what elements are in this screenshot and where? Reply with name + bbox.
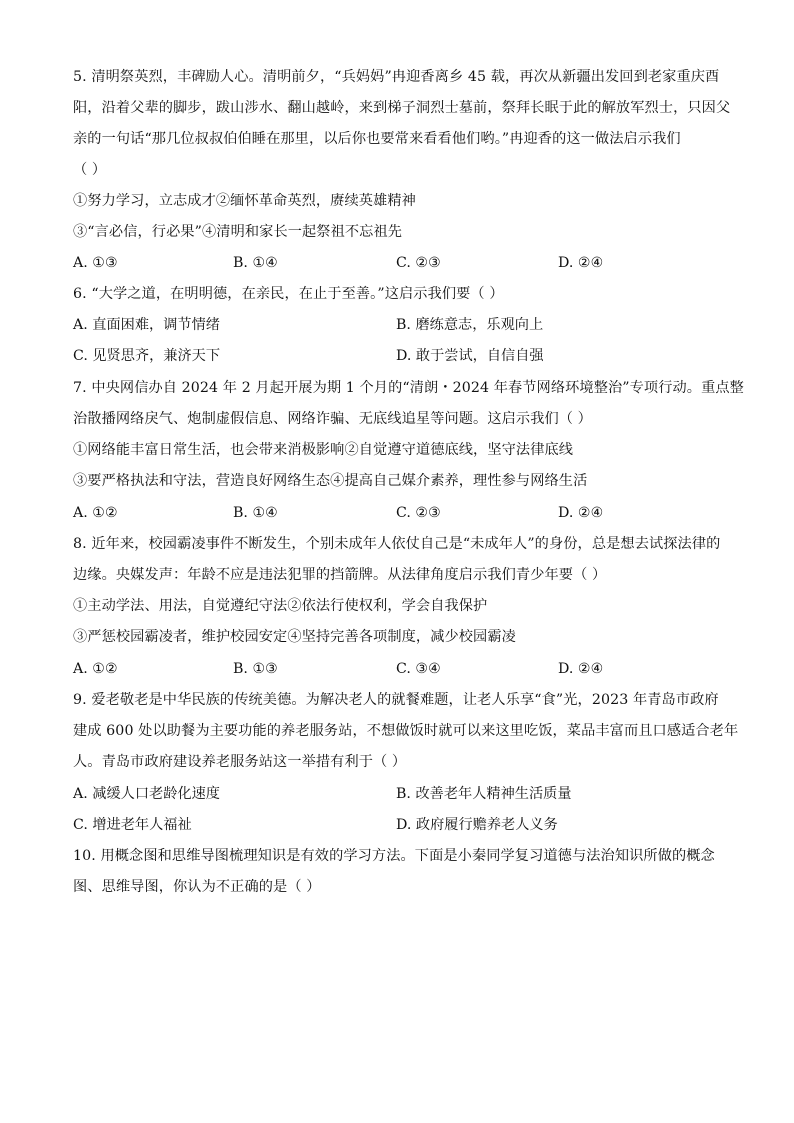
q5-statement-line-1: ①努力学习，立志成才②缅怀革命英烈，赓续英雄精神 (73, 193, 416, 209)
q6-option-a: A. 直面困难，调节情绪 (73, 317, 220, 333)
q7-statement-line-1: ①网络能丰富日常生活，也会带来消极影响②自觉遵守道德底线，坚守法律底线 (73, 442, 574, 458)
q5-answer-blank: （ ） (73, 162, 107, 178)
q5-stem-line-2: 阳，沿着父辈的脚步，跋山涉水、翻山越岭，来到梯子洞烈士墓前，祭拜长眠于此的解放军烈士，只因父 (73, 100, 731, 116)
q6-option-d: D. 敢于尝试，自信自强 (396, 348, 544, 364)
q8-options (73, 658, 733, 680)
q7-option-b: B. ①④ (233, 505, 278, 521)
q9-stem-line-3: 人。青岛市政府建设养老服务站这一举措有利于（ ） (73, 754, 407, 770)
q8-statement-line-1: ①主动学法、用法，自觉遵纪守法②依法行使权利，学会自我保护 (73, 598, 488, 614)
q5-option-c: C. ②③ (396, 255, 441, 271)
q8-option-c: C. ③④ (396, 661, 441, 677)
q6-option-b: B. 磨练意志，乐观向上 (396, 317, 544, 333)
q6-option-c: C. 见贤思齐，兼济天下 (73, 348, 221, 364)
q5-stem-line-1: 5. 清明祭英烈，丰碑励人心。清明前夕，“兵妈妈”冉迎香离乡 45 载，再次从新疆出发回到老家重庆酉 (73, 69, 720, 85)
q6-options-row-2 (73, 345, 733, 367)
q7-option-c: C. ②③ (396, 505, 441, 521)
q9-option-a: A. 减缓人口老龄化速度 (73, 786, 220, 802)
q9-options-row-1 (73, 783, 733, 805)
q7-option-d: D. ②④ (558, 505, 604, 521)
q7-options (73, 502, 733, 524)
q9-options-row-2 (73, 814, 733, 836)
q7-stem-line-1: 7. 中央网信办自 2024 年 2 月起开展为期 1 个月的“清朗・2024 年春节网络环境整治”专项行动。重点整 (73, 380, 744, 396)
q5-option-d: D. ②④ (558, 255, 604, 271)
q5-statement-line-2: ③“言必信，行必果”④清明和家长一起祭祖不忘祖先 (73, 224, 403, 240)
q7-option-a: A. ①② (73, 505, 118, 521)
q8-option-a: A. ①② (73, 661, 118, 677)
q8-option-b: B. ①③ (233, 661, 278, 677)
q8-stem-line-2: 边缘。央媒发声：年龄不应是违法犯罪的挡箭牌。从法律角度启示我们青少年要（ ） (73, 567, 607, 583)
q9-stem-line-1: 9. 爱老敬老是中华民族的传统美德。为解决老人的就餐难题，让老人乐享“食”光，2023 年青岛市政府 (73, 692, 719, 708)
q9-stem-line-2: 建成 600 处以助餐为主要功能的养老服务站，不想做饭时就可以来这里吃饭，菜品丰富而且口感适合老年 (73, 723, 739, 739)
q9-option-b: B. 改善老年人精神生活质量 (396, 786, 572, 802)
q5-option-b: B. ①④ (233, 255, 278, 271)
q7-stem-line-2: 治散播网络戾气、炮制虚假信息、网络诈骗、无底线追星等问题。这启示我们（ ） (73, 411, 592, 427)
q8-statement-line-2: ③严惩校园霸凌者，维护校园安定④坚持完善各项制度，减少校园霸凌 (73, 629, 516, 645)
q5-option-a: A. ①③ (73, 255, 118, 271)
q10-stem-line-1: 10. 用概念图和思维导图梳理知识是有效的学习方法。下面是小秦同学复习道德与法治知识所做的概念 (73, 848, 715, 864)
q9-option-c: C. 增进老年人福祉 (73, 817, 192, 833)
q8-option-d: D. ②④ (558, 661, 604, 677)
q5-stem-line-3: 亲的一句话“那几位叔叔伯伯睡在那里，以后你也要常来看看他们哟。”冉迎香的这一做法启示我们 (73, 131, 681, 147)
q8-stem-line-1: 8. 近年来，校园霸凌事件不断发生，个别未成年人依仗自己是“未成年人”的身份，总是想去试探法律的 (73, 536, 721, 552)
q10-stem-line-2: 图、思维导图，你认为不正确的是（ ） (73, 879, 321, 895)
q6-options-row-1 (73, 314, 733, 336)
q9-option-d: D. 政府履行赡养老人义务 (396, 817, 558, 833)
q5-options (73, 252, 733, 274)
q7-statement-line-2: ③要严格执法和守法，营造良好网络生态④提高自己媒介素养，理性参与网络生活 (73, 473, 588, 489)
q6-stem-line-1: 6. “大学之道，在明明德，在亲民，在止于至善。”这启示我们要（ ） (73, 286, 504, 302)
